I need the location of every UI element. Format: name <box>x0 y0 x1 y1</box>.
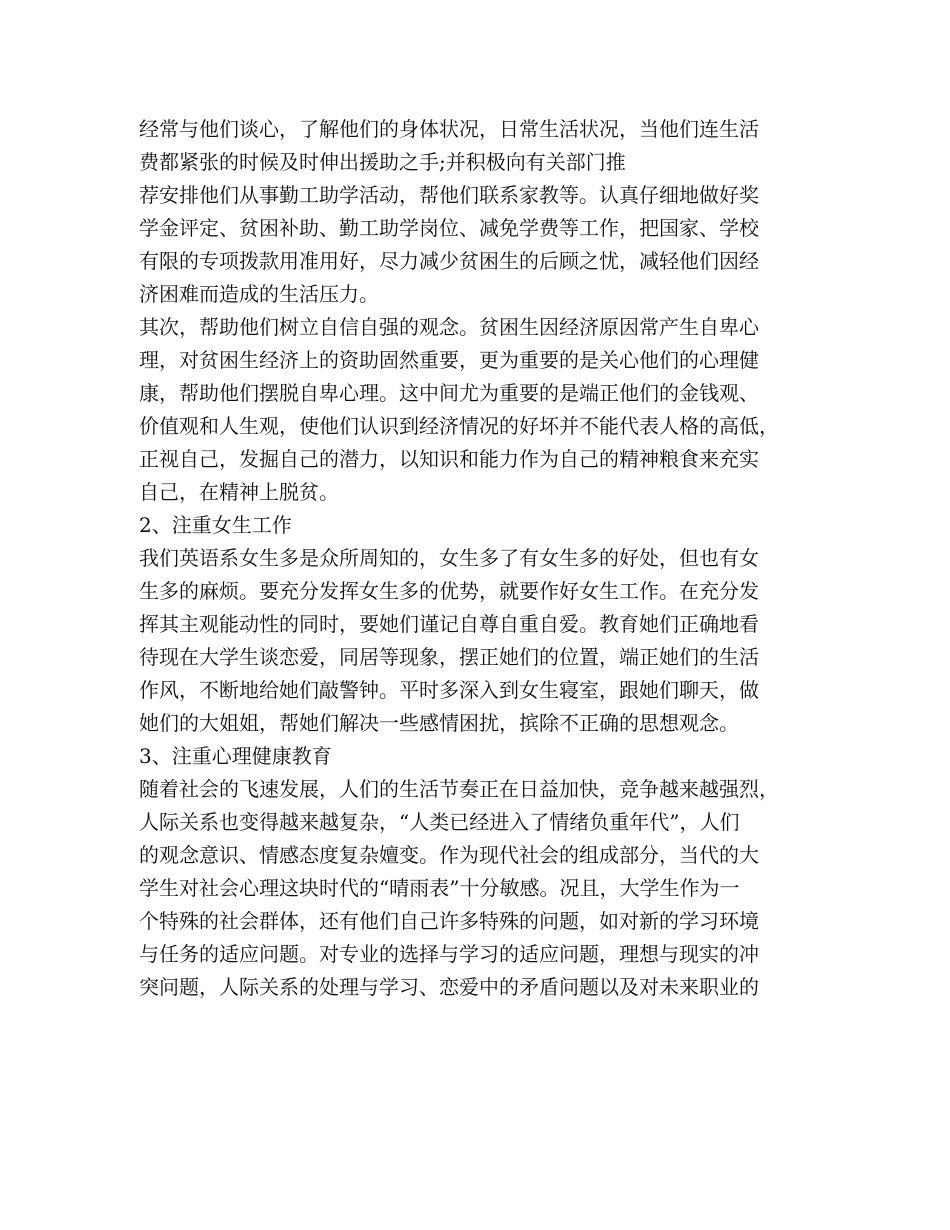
text-line: 随着社会的飞速发展，人们的生活节奏正在日益加快，竞争越来越强烈， <box>139 777 779 801</box>
text-line: 与任务的适应问题。对专业的选择与学习的适应问题，理想与现实的冲 <box>139 942 759 966</box>
text-line: 济困难而造成的生活压力。 <box>139 282 379 306</box>
text-line: 个特殊的社会群体，还有他们自己许多特殊的问题，如对新的学习环境 <box>139 909 759 933</box>
text-line: 价值观和人生观，使他们认识到经济情况的好坏并不能代表人格的高低， <box>139 414 779 438</box>
text-line: 学生对社会心理这块时代的“晴雨表”十分敏感。况且，大学生作为一 <box>139 876 740 900</box>
text-line: 荐安排他们从事勤工助学活动，帮他们联系家教等。认真仔细地做好奖 <box>139 183 759 207</box>
text-line: 康，帮助他们摆脱自卑心理。这中间尤为重要的是端正他们的金钱观、 <box>139 381 759 405</box>
text-line: 她们的大姐姐，帮她们解决一些感情困扰，摈除不正确的思想观念。 <box>139 711 739 735</box>
section-heading: 2、注重女生工作 <box>139 513 292 537</box>
section-heading: 3、注重心理健康教育 <box>139 744 332 768</box>
text-line: 学金评定、贫困补助、勤工助学岗位、减免学费等工作，把国家、学校 <box>139 216 759 240</box>
text-line: 理，对贫困生经济上的资助固然重要，更为重要的是关心他们的心理健 <box>139 348 759 372</box>
text-line: 正视自己，发掘自己的潜力，以知识和能力作为自己的精神粮食来充实 <box>139 447 759 471</box>
text-line: 待现在大学生谈恋爱，同居等现象，摆正她们的位置，端正她们的生活 <box>139 645 759 669</box>
text-line: 挥其主观能动性的同时，要她们谨记自尊自重自爱。教育她们正确地看 <box>139 612 759 636</box>
text-line: 的观念意识、情感态度复杂嬗变。作为现代社会的组成部分，当代的大 <box>139 843 759 867</box>
text-line: 生多的麻烦。要充分发挥女生多的优势，就要作好女生工作。在充分发 <box>139 579 759 603</box>
text-line: 费都紧张的时候及时伸出援助之手;并积极向有关部门推 <box>139 150 626 174</box>
text-line: 自己，在精神上脱贫。 <box>139 480 339 504</box>
text-line: 经常与他们谈心，了解他们的身体状况，日常生活状况，当他们连生活 <box>139 117 759 141</box>
text-line: 有限的专项拨款用准用好，尽力减少贫困生的后顾之忧，减轻他们因经 <box>139 249 759 273</box>
text-line: 我们英语系女生多是众所周知的，女生多了有女生多的好处，但也有女 <box>139 546 759 570</box>
text-line: 作风，不断地给她们敲警钟。平时多深入到女生寝室，跟她们聊天，做 <box>139 678 759 702</box>
text-line: 突问题，人际关系的处理与学习、恋爱中的矛盾问题以及对未来职业的 <box>139 975 759 999</box>
document-body <box>139 113 829 1004</box>
text-line: 人际关系也变得越来越复杂，“人类已经进入了情绪负重年代”，人们 <box>139 810 740 834</box>
text-line: 其次，帮助他们树立自信自强的观念。贫困生因经济原因常产生自卑心 <box>139 315 759 339</box>
